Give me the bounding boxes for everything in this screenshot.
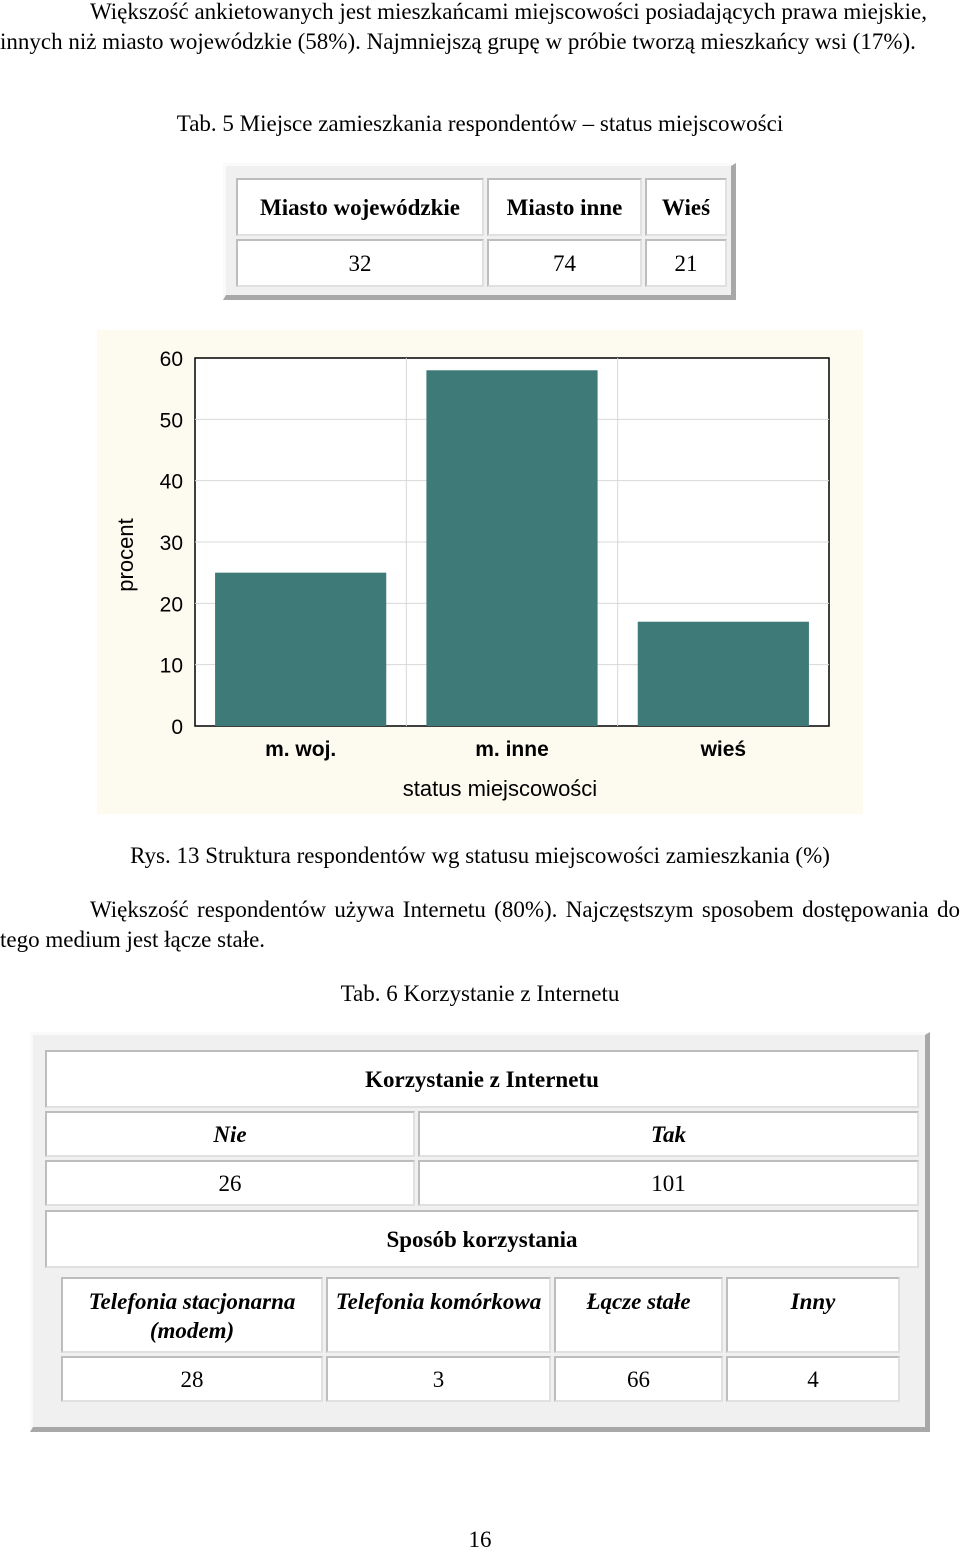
table6-header-telefonia-stacjonarna: Telefonia stacjonarna (modem) (61, 1277, 323, 1353)
bar-1 (215, 573, 386, 726)
table6-header-nie: Nie (45, 1111, 415, 1157)
table6-value-nie: 26 (45, 1160, 415, 1206)
table6-header-tak: Tak (418, 1111, 919, 1157)
table6-header-inny: Inny (726, 1277, 900, 1353)
intro-paragraph (0, 0, 960, 57)
page-number: 16 (468, 1527, 492, 1552)
table5-header-miasto-wojewodzkie: Miasto wojewódzkie (236, 178, 484, 236)
table5-value-miasto-inne: 74 (487, 239, 642, 287)
y-tick-label: 60 (159, 348, 183, 371)
table6-method-title: Sposób korzystania (45, 1210, 919, 1268)
table6 (30, 1032, 930, 1432)
table6-title: Korzystanie z Internetu (45, 1050, 919, 1108)
bar-chart-svg (97, 330, 863, 814)
table6-header-lacze-stale: Łącze stałe (554, 1277, 723, 1353)
table6-value-tak: 101 (418, 1160, 919, 1206)
table6-caption: Tab. 6 Korzystanie z Internetu (340, 981, 620, 1006)
bar-3 (638, 622, 809, 726)
table6-value-telefonia-komorkowa: 3 (326, 1356, 551, 1402)
table6-value-telefonia-stacjonarna: 28 (61, 1356, 323, 1402)
table5-header-wies: Wieś (645, 178, 727, 236)
y-tick-label: 50 (159, 409, 183, 433)
x-tick-label: m. woj. (265, 738, 337, 761)
table5-caption: Tab. 5 Miejsce zamieszkania respondentów – status miejscowości (176, 111, 784, 136)
table6-value-inny: 4 (726, 1356, 900, 1402)
y-tick-label: 30 (159, 532, 183, 555)
table5-value-wies: 21 (645, 239, 727, 287)
y-tick-label: 40 (159, 470, 183, 494)
table6-header-telefonia-komorkowa: Telefonia komórkowa (326, 1277, 551, 1353)
bar-chart (97, 330, 863, 814)
bar-2 (426, 370, 597, 726)
y-tick-label: 0 (171, 716, 183, 739)
table5-value-miasto-wojewodzkie: 32 (236, 239, 484, 287)
x-tick-label: m. inne (475, 738, 549, 761)
intro-paragraph-text: Większość ankietowanych jest mieszkańcami miejscowości posiadających prawa miejskie, innych niż miasto wojewódzkie (58%). Najmniejszą grupę w próbie tworzą mieszkańcy wsi (17%). (0, 0, 928, 54)
table6-value-lacze-stale: 66 (554, 1356, 723, 1402)
y-tick-label: 20 (159, 593, 183, 617)
internet-paragraph (0, 895, 960, 955)
x-tick-label: wieś (700, 738, 747, 761)
x-axis-label: status miejscowości (402, 776, 598, 801)
y-axis-label: procent (113, 518, 138, 592)
table5 (223, 163, 736, 300)
figure-caption: Rys. 13 Struktura respondentów wg statusu miejscowości zamieszkania (%) (130, 843, 830, 868)
y-tick-label: 10 (159, 654, 183, 678)
table5-header-miasto-inne: Miasto inne (487, 178, 642, 236)
internet-paragraph-text: Większość respondentów używa Internetu (80%). Najczęstszym sposobem dostępowania do tego medium jest łącze stałe. (0, 897, 960, 952)
